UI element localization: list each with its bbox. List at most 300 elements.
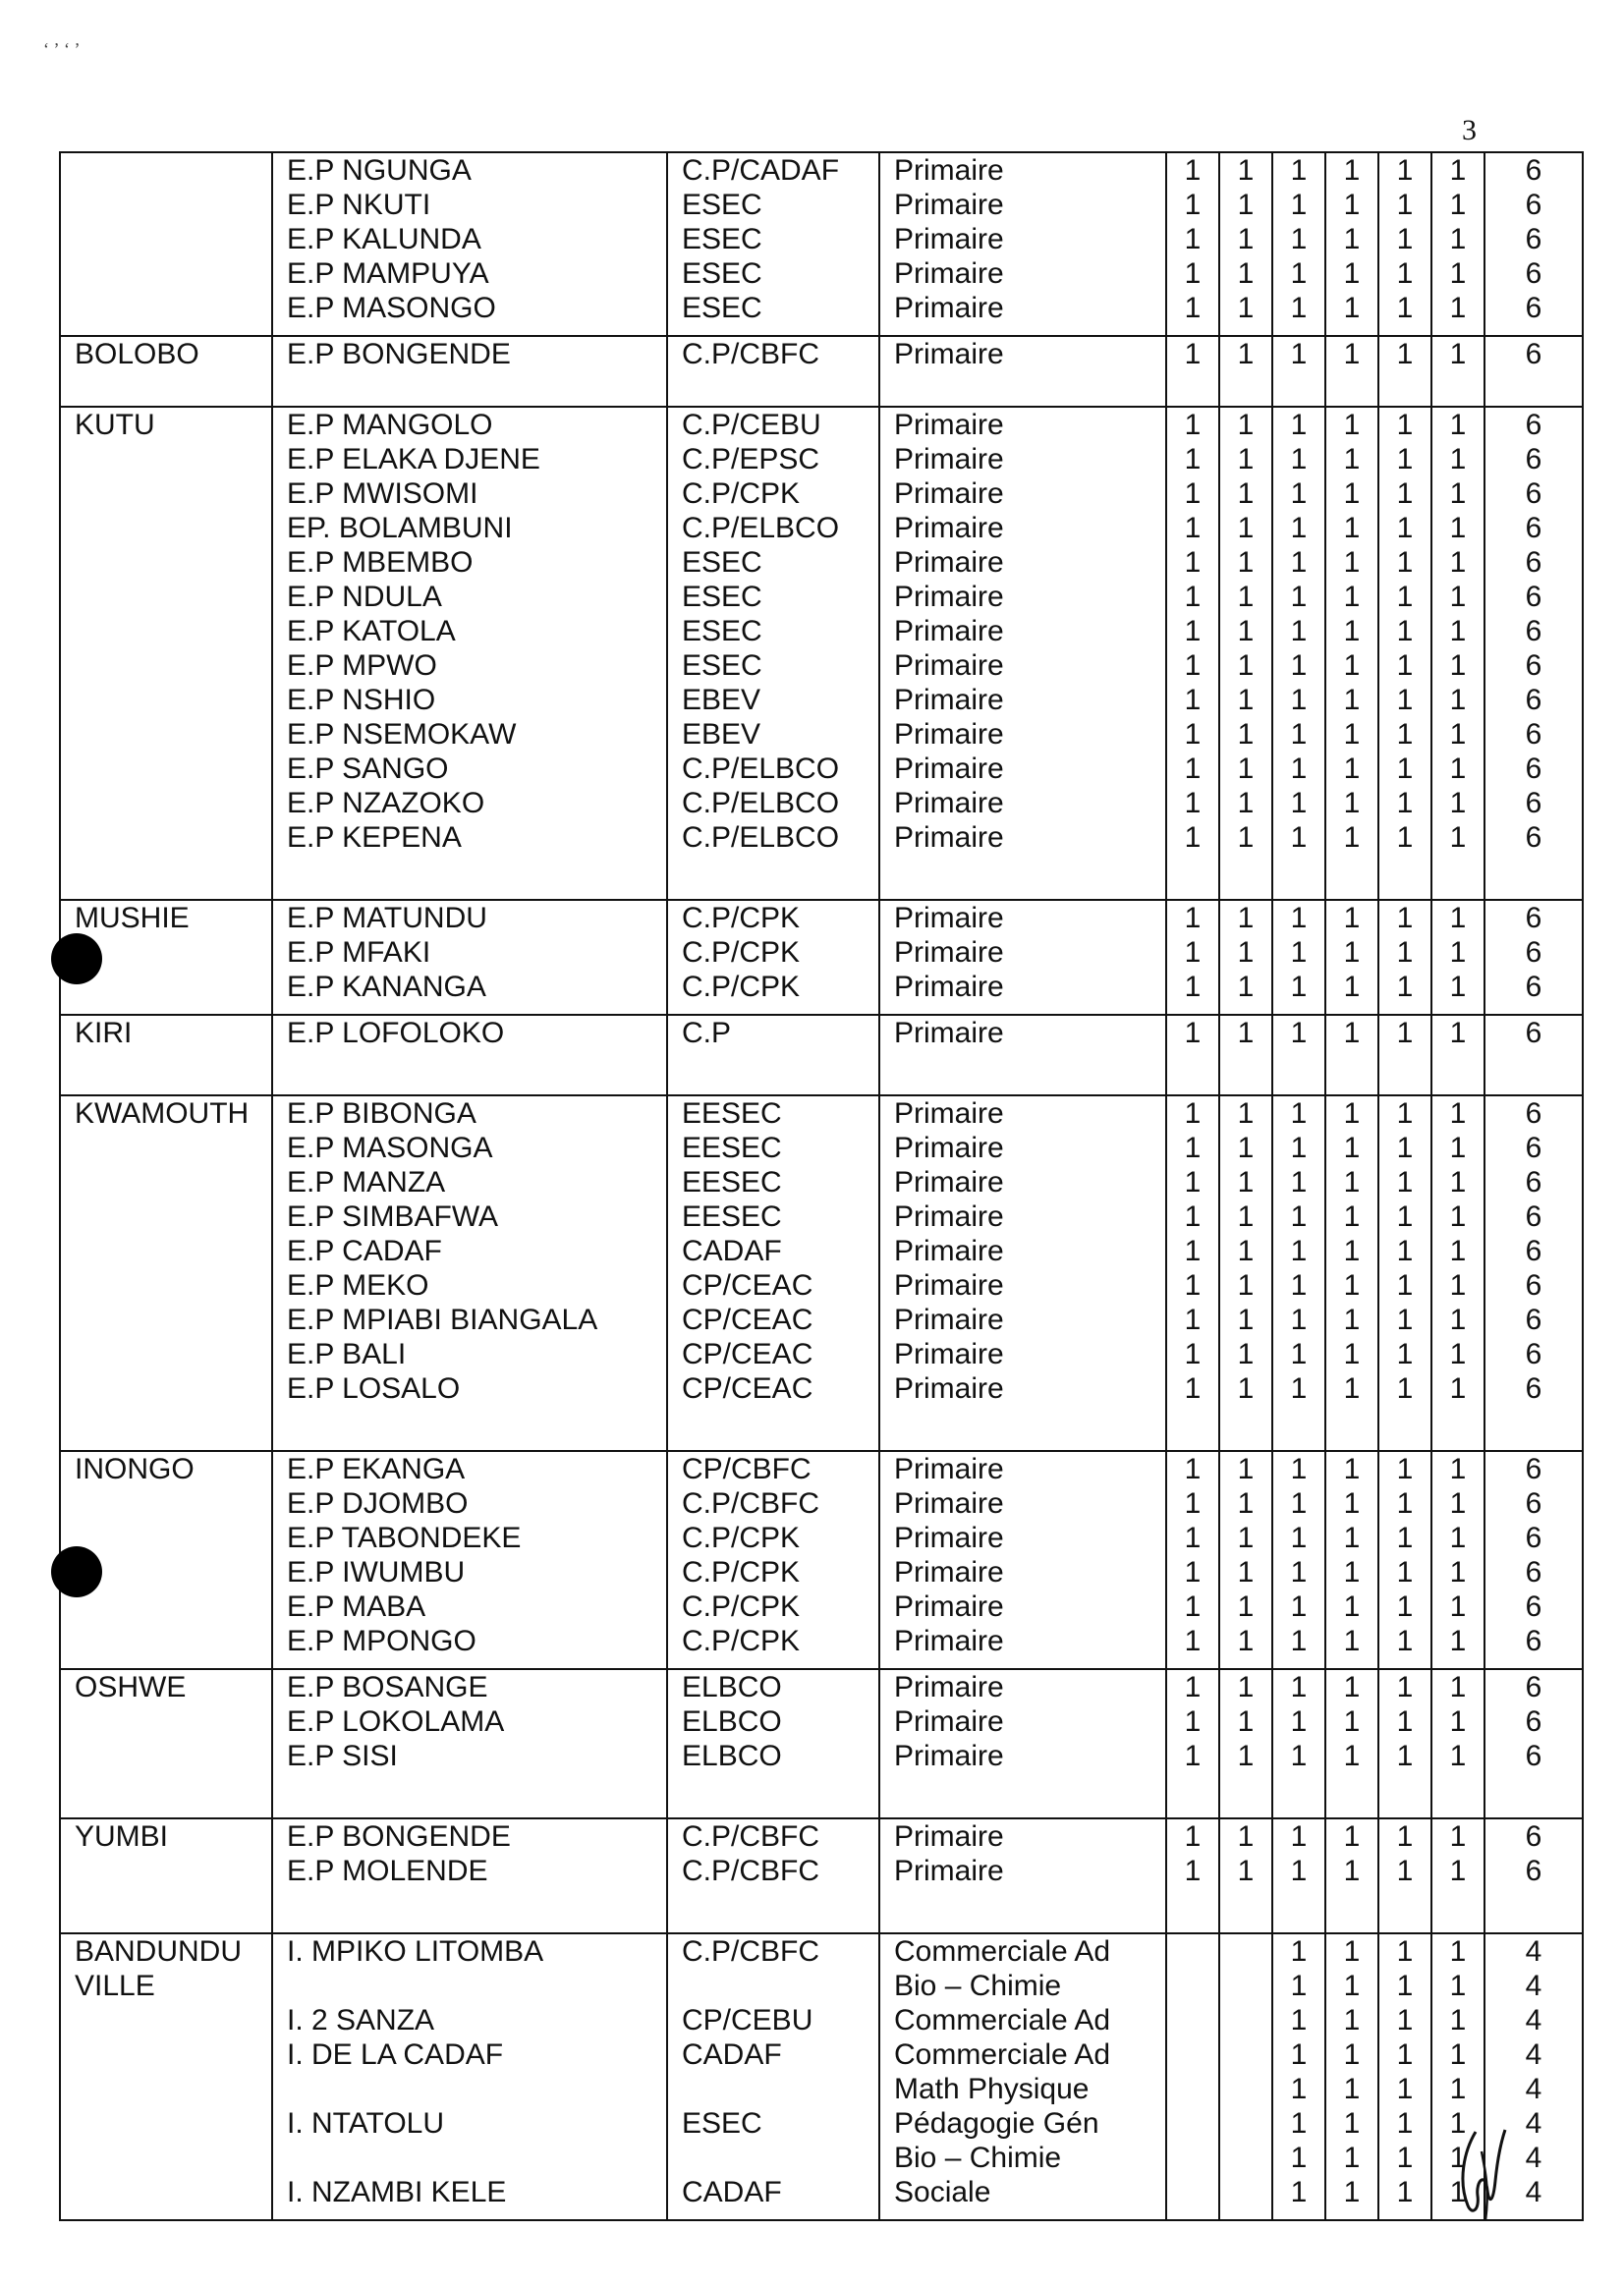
ecole-name: E.P NSEMOKAW: [287, 718, 517, 751]
class-count: 1: [1449, 1132, 1467, 1164]
class-count: 1: [1184, 477, 1202, 510]
class-count: 1: [1449, 2107, 1467, 2140]
class-count-cell: [1166, 1095, 1219, 1451]
ecole-name: E.P SIMBAFWA: [287, 1200, 499, 1233]
class-count: 1: [1396, 2142, 1414, 2174]
class-count: [1220, 1934, 1271, 1969]
ecole-cell: [272, 1095, 667, 1451]
total-value: 4: [1525, 1935, 1542, 1968]
ecole-name: [273, 1969, 666, 2003]
total-value: 4: [1525, 2176, 1542, 2208]
total-value: 6: [1525, 1269, 1542, 1302]
class-count: [1167, 2072, 1218, 2106]
class-count: 1: [1290, 1935, 1308, 1968]
class-count: 1: [1290, 1372, 1308, 1405]
class-count-cell: [1325, 1015, 1378, 1095]
class-count: 1: [1396, 1522, 1414, 1554]
class-count: 1: [1237, 581, 1255, 613]
total-value: 6: [1525, 512, 1542, 544]
class-count: 1: [1396, 1097, 1414, 1130]
class-count-cell: [1431, 1669, 1484, 1818]
class-count: 1: [1449, 1372, 1467, 1405]
class-count: 1: [1343, 223, 1361, 255]
option-value: Math Physique: [894, 2073, 1090, 2105]
class-count-cell: [1272, 1015, 1325, 1095]
class-count: 1: [1290, 512, 1308, 544]
class-count: 1: [1396, 971, 1414, 1003]
gestion-value: ELBCO: [682, 1740, 782, 1772]
class-count-cell: [1325, 1933, 1378, 2220]
ecole-name: E.P ELAKA DJENE: [287, 443, 540, 475]
class-count-cell: [1166, 1669, 1219, 1818]
class-count: 1: [1343, 338, 1361, 370]
total-value: 6: [1525, 189, 1542, 221]
option-value: Primaire: [894, 936, 1004, 969]
class-count-cell: [1166, 1818, 1219, 1933]
localite-cell: [60, 1015, 272, 1095]
class-count: 1: [1396, 1556, 1414, 1589]
class-count: 1: [1290, 1132, 1308, 1164]
table-group-row: [60, 336, 1583, 407]
class-count: 1: [1449, 512, 1467, 544]
total-value: 6: [1525, 1487, 1542, 1520]
gestion-cell: [667, 1451, 879, 1669]
page-number: 3: [1462, 114, 1477, 146]
class-count: 1: [1184, 223, 1202, 255]
total-value: 6: [1525, 443, 1542, 475]
class-count: 1: [1343, 1235, 1361, 1267]
localite-name: BOLOBO: [75, 338, 199, 370]
class-count: 1: [1184, 1487, 1202, 1520]
option-value: Primaire: [894, 1097, 1004, 1130]
class-count-cell: [1272, 1818, 1325, 1933]
class-count: 1: [1343, 154, 1361, 187]
class-count: 1: [1343, 1453, 1361, 1485]
total-value: 6: [1525, 1235, 1542, 1267]
class-count-cell: [1219, 1818, 1272, 1933]
class-count: 1: [1290, 189, 1308, 221]
class-count: 1: [1396, 1453, 1414, 1485]
class-count: 1: [1184, 1522, 1202, 1554]
class-count: 1: [1184, 1453, 1202, 1485]
class-count: 1: [1449, 257, 1467, 290]
class-count: 1: [1237, 821, 1255, 854]
option-value: Primaire: [894, 684, 1004, 716]
class-count: 1: [1237, 223, 1255, 255]
total-value: 6: [1525, 1705, 1542, 1738]
class-count: 1: [1449, 1671, 1467, 1703]
class-count: 1: [1449, 2073, 1467, 2105]
class-count: 1: [1290, 1820, 1308, 1853]
class-count: 1: [1449, 821, 1467, 854]
gestion-value: EESEC: [682, 1132, 782, 1164]
class-count: 1: [1237, 1304, 1255, 1336]
gestion-value: C.P/ELBCO: [682, 787, 840, 819]
class-count: 1: [1290, 1235, 1308, 1267]
localite-name: [61, 153, 271, 188]
class-count: 1: [1343, 718, 1361, 751]
ecole-name: EP. BOLAMBUNI: [287, 512, 513, 544]
class-count: 1: [1237, 1132, 1255, 1164]
gestion-value: ESEC: [682, 2107, 762, 2140]
class-count: 1: [1184, 1625, 1202, 1657]
class-count: 1: [1396, 1625, 1414, 1657]
class-count: 1: [1290, 1671, 1308, 1703]
class-count: 1: [1396, 1705, 1414, 1738]
class-count-cell: [1219, 1669, 1272, 1818]
option-value: Primaire: [894, 1338, 1004, 1370]
class-count: 1: [1343, 1372, 1361, 1405]
class-count: 1: [1184, 1017, 1202, 1049]
class-count: 1: [1184, 1338, 1202, 1370]
class-count: 1: [1449, 2038, 1467, 2071]
class-count: 1: [1396, 2038, 1414, 2071]
option-value: Primaire: [894, 257, 1004, 290]
table-group-row: [60, 1095, 1583, 1451]
class-count: 1: [1396, 189, 1414, 221]
class-count: 1: [1184, 1671, 1202, 1703]
total-cell: [1484, 900, 1583, 1015]
total-value: 6: [1525, 1556, 1542, 1589]
class-count: 1: [1449, 902, 1467, 934]
class-count: 1: [1184, 936, 1202, 969]
class-count: 1: [1343, 1970, 1361, 2002]
ecole-name: E.P MABA: [287, 1590, 426, 1623]
class-count: 1: [1290, 2073, 1308, 2105]
option-value: Primaire: [894, 409, 1004, 441]
ecole-name: E.P IWUMBU: [287, 1556, 466, 1589]
class-count: 1: [1184, 546, 1202, 579]
ecole-name: E.P MPONGO: [287, 1625, 476, 1657]
class-count: 1: [1290, 684, 1308, 716]
total-value: 6: [1525, 1166, 1542, 1199]
gestion-value: C.P/CPK: [682, 1556, 801, 1589]
class-count: 1: [1449, 1590, 1467, 1623]
class-count-cell: [1219, 407, 1272, 900]
class-count: 1: [1290, 718, 1308, 751]
ecole-name: E.P BONGENDE: [287, 338, 511, 370]
class-count-cell: [1431, 336, 1484, 407]
class-count: 1: [1237, 787, 1255, 819]
table-body: [60, 152, 1583, 2220]
gestion-value: C.P/CPK: [682, 1625, 801, 1657]
class-count: 1: [1237, 649, 1255, 682]
localite-name: MUSHIE: [75, 902, 190, 934]
class-count: [1220, 1969, 1271, 2003]
class-count-cell: [1219, 900, 1272, 1015]
gestion-value: C.P/EPSC: [682, 443, 820, 475]
class-count-cell: [1166, 152, 1219, 336]
class-count: 1: [1343, 477, 1361, 510]
total-cell: [1484, 152, 1583, 336]
total-value: 6: [1525, 1855, 1542, 1887]
class-count: 1: [1343, 936, 1361, 969]
class-count-cell: [1378, 900, 1431, 1015]
localite-cell: [60, 407, 272, 900]
class-count: 1: [1290, 1269, 1308, 1302]
class-count: 1: [1343, 1820, 1361, 1853]
ecole-name: E.P BIBONGA: [287, 1097, 476, 1130]
class-count: 1: [1237, 1625, 1255, 1657]
class-count: 1: [1237, 1671, 1255, 1703]
class-count: 1: [1396, 718, 1414, 751]
class-count: 1: [1184, 409, 1202, 441]
ecole-cell: [272, 407, 667, 900]
option-value: Primaire: [894, 649, 1004, 682]
gestion-value: CP/CBFC: [682, 1453, 812, 1485]
class-count: 1: [1396, 1671, 1414, 1703]
class-count: 1: [1396, 1132, 1414, 1164]
ecole-name: E.P MEKO: [287, 1269, 429, 1302]
option-value: Primaire: [894, 1017, 1004, 1049]
class-count-cell: [1272, 1933, 1325, 2220]
total-value: 4: [1525, 2004, 1542, 2036]
localite-name: KWAMOUTH: [75, 1097, 250, 1130]
class-count: 1: [1343, 1705, 1361, 1738]
class-count: 1: [1237, 971, 1255, 1003]
class-count: 1: [1449, 409, 1467, 441]
class-count: 1: [1449, 1453, 1467, 1485]
ecole-name: E.P TABONDEKE: [287, 1522, 522, 1554]
class-count-cell: [1166, 900, 1219, 1015]
class-count: 1: [1237, 443, 1255, 475]
total-value: 6: [1525, 971, 1542, 1003]
gestion-cell: [667, 1015, 879, 1095]
option-value: Primaire: [894, 546, 1004, 579]
option-value: Commerciale Ad: [894, 2004, 1111, 2036]
total-value: 6: [1525, 1372, 1542, 1405]
total-value: 6: [1525, 223, 1542, 255]
localite-name: [61, 1050, 271, 1085]
localite-cell: [60, 1095, 272, 1451]
class-count: 1: [1237, 1453, 1255, 1485]
option-cell: [879, 1818, 1166, 1933]
class-count: 1: [1449, 1235, 1467, 1267]
class-count: 1: [1343, 1200, 1361, 1233]
class-count: 1: [1343, 1338, 1361, 1370]
gestion-value: C.P/CBFC: [682, 1487, 820, 1520]
localite-cell: [60, 336, 272, 407]
class-count-cell: [1325, 1669, 1378, 1818]
class-count: 1: [1343, 1097, 1361, 1130]
ecole-cell: [272, 1669, 667, 1818]
class-count: 1: [1396, 257, 1414, 290]
localite-cell: [60, 1669, 272, 1818]
ecole-name: E.P MPIABI BIANGALA: [287, 1304, 598, 1336]
option-cell: [879, 152, 1166, 336]
class-count-cell: [1378, 407, 1431, 900]
class-count: 1: [1449, 1740, 1467, 1772]
gestion-value: C.P/CPK: [682, 477, 801, 510]
table-group-row: [60, 152, 1583, 336]
class-count: 1: [1237, 1269, 1255, 1302]
option-cell: [879, 1933, 1166, 2220]
class-count: 1: [1184, 443, 1202, 475]
option-value: Primaire: [894, 1671, 1004, 1703]
ecole-name: E.P EKANGA: [287, 1453, 466, 1485]
class-count-cell: [1219, 1015, 1272, 1095]
total-value: 6: [1525, 1740, 1542, 1772]
class-count: 1: [1396, 1372, 1414, 1405]
class-count: 1: [1290, 154, 1308, 187]
gestion-value: C.P/CPK: [682, 936, 801, 969]
class-count: 1: [1343, 821, 1361, 854]
total-value: 6: [1525, 615, 1542, 647]
option-value: Primaire: [894, 821, 1004, 854]
class-count: 1: [1343, 1132, 1361, 1164]
localite-name: VILLE: [75, 1970, 155, 2002]
class-count: 1: [1343, 2038, 1361, 2071]
localite-name: [61, 1486, 271, 1521]
option-value: Sociale: [894, 2176, 991, 2208]
total-cell: [1484, 407, 1583, 900]
localite-name: [61, 1854, 271, 1888]
class-count: 1: [1184, 189, 1202, 221]
class-count-cell: [1325, 1451, 1378, 1669]
class-count: 1: [1290, 902, 1308, 934]
class-count: 1: [1290, 1200, 1308, 1233]
option-value: Primaire: [894, 292, 1004, 324]
class-count: 1: [1343, 902, 1361, 934]
class-count-cell: [1272, 1669, 1325, 1818]
table-group-row: [60, 1451, 1583, 1669]
class-count: 1: [1184, 718, 1202, 751]
option-cell: [879, 407, 1166, 900]
class-count: 1: [1237, 615, 1255, 647]
class-count: 1: [1343, 1017, 1361, 1049]
class-count: 1: [1290, 2004, 1308, 2036]
ecole-name: I. NTATOLU: [287, 2107, 445, 2140]
option-value: Primaire: [894, 1372, 1004, 1405]
gestion-cell: [667, 1818, 879, 1933]
total-value: 6: [1525, 1200, 1542, 1233]
ecole-name: E.P LOSALO: [287, 1372, 461, 1405]
total-value: 6: [1525, 546, 1542, 579]
ecole-name: E.P BONGENDE: [287, 1820, 511, 1853]
total-value: 6: [1525, 1132, 1542, 1164]
localite-cell: [60, 1818, 272, 1933]
class-count: 1: [1449, 581, 1467, 613]
class-count: 1: [1184, 821, 1202, 854]
class-count: 1: [1449, 189, 1467, 221]
class-count: 1: [1290, 1522, 1308, 1554]
class-count: 1: [1237, 1487, 1255, 1520]
class-count: 1: [1184, 257, 1202, 290]
option-value: Primaire: [894, 223, 1004, 255]
class-count: 1: [1290, 787, 1308, 819]
class-count: 1: [1290, 1970, 1308, 2002]
class-count: 1: [1237, 512, 1255, 544]
gestion-cell: [667, 900, 879, 1015]
ecole-name: E.P LOKOLAMA: [287, 1705, 505, 1738]
gestion-cell: [667, 1095, 879, 1451]
class-count: 1: [1449, 1522, 1467, 1554]
class-count: 1: [1184, 1372, 1202, 1405]
ecole-name: E.P MANGOLO: [287, 409, 493, 441]
class-count: 1: [1184, 649, 1202, 682]
total-value: 6: [1525, 154, 1542, 187]
option-value: Primaire: [894, 1625, 1004, 1657]
class-count-cell: [1219, 336, 1272, 407]
class-count: 1: [1396, 649, 1414, 682]
class-count: 1: [1290, 2176, 1308, 2208]
class-count: 1: [1396, 1304, 1414, 1336]
class-count: 1: [1396, 409, 1414, 441]
class-count: 1: [1449, 1487, 1467, 1520]
class-count: 1: [1396, 338, 1414, 370]
ecole-name: E.P SISI: [287, 1740, 398, 1772]
total-cell: [1484, 1015, 1583, 1095]
localite-name: YUMBI: [75, 1820, 169, 1853]
class-count: 1: [1290, 2142, 1308, 2174]
class-count: 1: [1290, 292, 1308, 324]
ecole-name: E.P MOLENDE: [287, 1855, 488, 1887]
class-count: 1: [1184, 971, 1202, 1003]
option-value: Primaire: [894, 1304, 1004, 1336]
class-count: 1: [1396, 615, 1414, 647]
ecole-name: E.P MBEMBO: [287, 546, 474, 579]
ecole-name: I. MPIKO LITOMBA: [287, 1935, 544, 1968]
total-value: 6: [1525, 649, 1542, 682]
total-value: 6: [1525, 1671, 1542, 1703]
gestion-value: C.P/CPK: [682, 971, 801, 1003]
option-value: Primaire: [894, 1556, 1004, 1589]
total-value: 6: [1525, 718, 1542, 751]
option-value: Primaire: [894, 1269, 1004, 1302]
ecole-name: E.P MATUNDU: [287, 902, 487, 934]
class-count: 1: [1237, 718, 1255, 751]
option-value: Pédagogie Gén: [894, 2107, 1099, 2140]
class-count: 1: [1237, 1820, 1255, 1853]
class-count: 1: [1449, 1304, 1467, 1336]
class-count: 1: [1396, 1740, 1414, 1772]
class-count: [1167, 2141, 1218, 2175]
class-count: 1: [1184, 1705, 1202, 1738]
gestion-value: ESEC: [682, 649, 762, 682]
class-count: 1: [1184, 1269, 1202, 1302]
class-count: 1: [1237, 1097, 1255, 1130]
total-value: 6: [1525, 338, 1542, 370]
option-value: Primaire: [894, 512, 1004, 544]
class-count: 1: [1396, 1338, 1414, 1370]
option-cell: [879, 1095, 1166, 1451]
option-value: Bio – Chimie: [894, 2142, 1062, 2174]
class-count: 1: [1290, 443, 1308, 475]
class-count: 1: [1184, 154, 1202, 187]
total-cell: [1484, 1095, 1583, 1451]
gestion-value: ESEC: [682, 257, 762, 290]
class-count: 1: [1237, 1855, 1255, 1887]
total-value: 6: [1525, 1338, 1542, 1370]
class-count: 1: [1343, 1304, 1361, 1336]
class-count: 1: [1396, 1855, 1414, 1887]
class-count: 1: [1449, 154, 1467, 187]
class-count: 1: [1449, 615, 1467, 647]
class-count: [1167, 2003, 1218, 2037]
option-value: Primaire: [894, 787, 1004, 819]
class-count: 1: [1449, 2176, 1467, 2208]
total-value: 6: [1525, 1590, 1542, 1623]
class-count: [1220, 2037, 1271, 2072]
total-value: 6: [1525, 292, 1542, 324]
gestion-value: C.P: [682, 1017, 732, 1049]
ecole-cell: [272, 1015, 667, 1095]
class-count-cell: [1431, 152, 1484, 336]
ecole-name: E.P MPWO: [287, 649, 437, 682]
class-count: 1: [1449, 1556, 1467, 1589]
class-count: [1220, 2106, 1271, 2141]
gestion-value: CADAF: [682, 1235, 782, 1267]
